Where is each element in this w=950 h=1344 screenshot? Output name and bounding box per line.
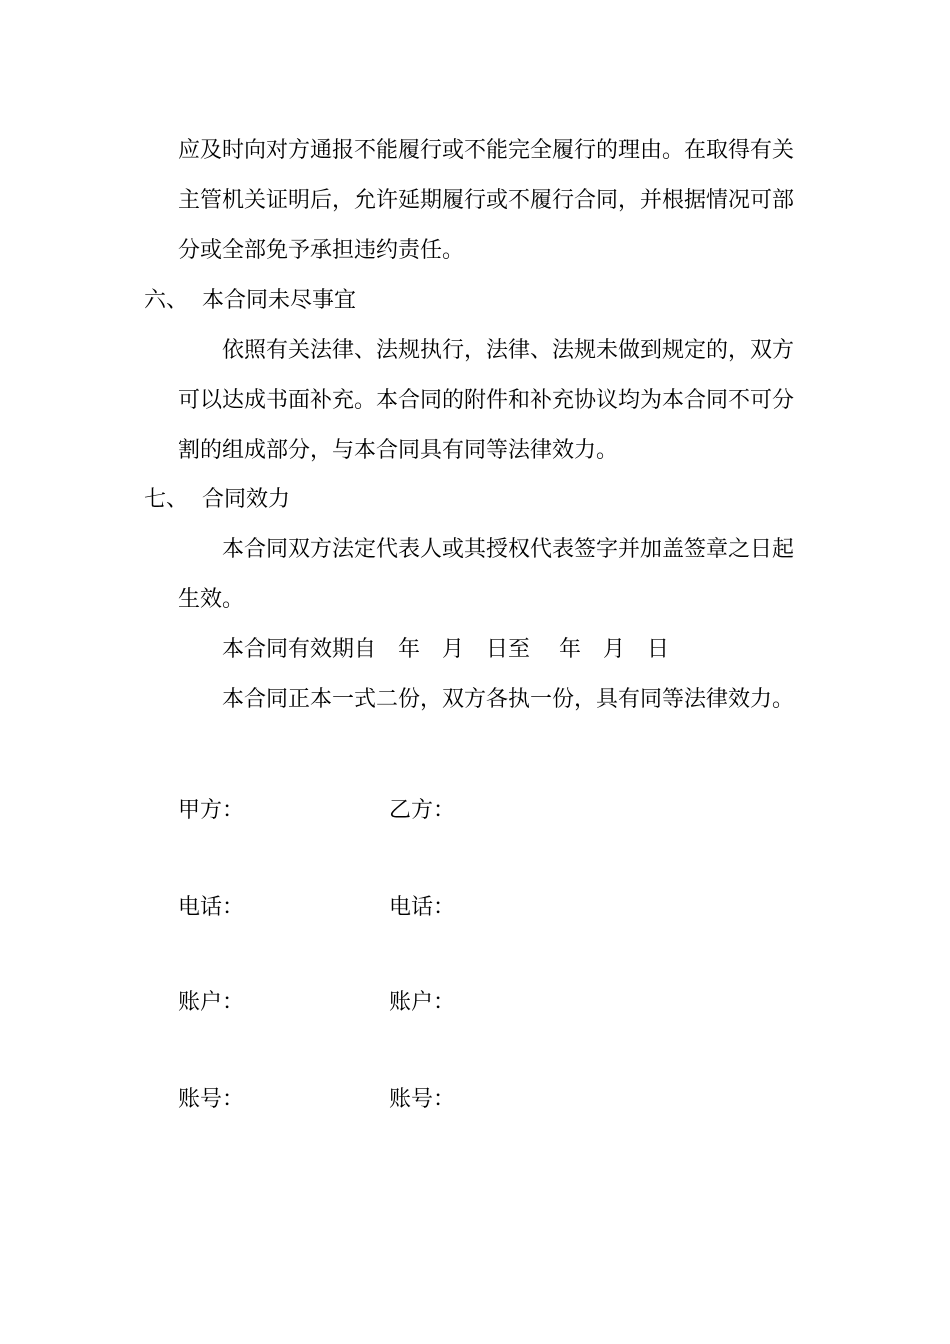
paragraph-line: 本合同双方法定代表人或其授权代表签字并加盖签章之日起 — [222, 537, 795, 562]
account-number-b-label: 账号： — [389, 1087, 456, 1112]
phone-b-label: 电话： — [389, 895, 456, 920]
section-7-number: 七、 — [144, 487, 189, 512]
section-6-number: 六、 — [144, 288, 189, 313]
paragraph-line: 可以达成书面补充。本合同的附件和补充协议均为本合同不可分 — [178, 388, 795, 413]
paragraph-line: 主管机关证明后，允许延期履行或不履行合同，并根据情况可部 — [178, 188, 795, 213]
paragraph-line: 分或全部免予承担违约责任。 — [178, 238, 465, 263]
account-b-label: 账户： — [389, 990, 456, 1015]
paragraph-line: 生效。 — [178, 587, 245, 612]
party-a-label: 甲方： — [178, 798, 245, 823]
account-number-a-label: 账号： — [178, 1087, 245, 1112]
paragraph-line: 应及时向对方通报不能履行或不能完全履行的理由。在取得有关 — [178, 138, 795, 163]
validity-period-line: 本合同有效期自 年 月 日至 年 月 日 — [222, 637, 669, 662]
paragraph-line: 割的组成部分，与本合同具有同等法律效力。 — [178, 438, 619, 463]
account-a-label: 账户： — [178, 990, 245, 1015]
party-b-label: 乙方： — [389, 798, 456, 823]
phone-a-label: 电话： — [178, 895, 245, 920]
paragraph-line: 依照有关法律、法规执行，法律、法规未做到规定的，双方 — [222, 338, 795, 363]
section-7-title: 合同效力 — [202, 487, 291, 512]
copies-line: 本合同正本一式二份，双方各执一份，具有同等法律效力。 — [222, 687, 795, 712]
section-6-title: 本合同未尽事宜 — [202, 288, 357, 313]
